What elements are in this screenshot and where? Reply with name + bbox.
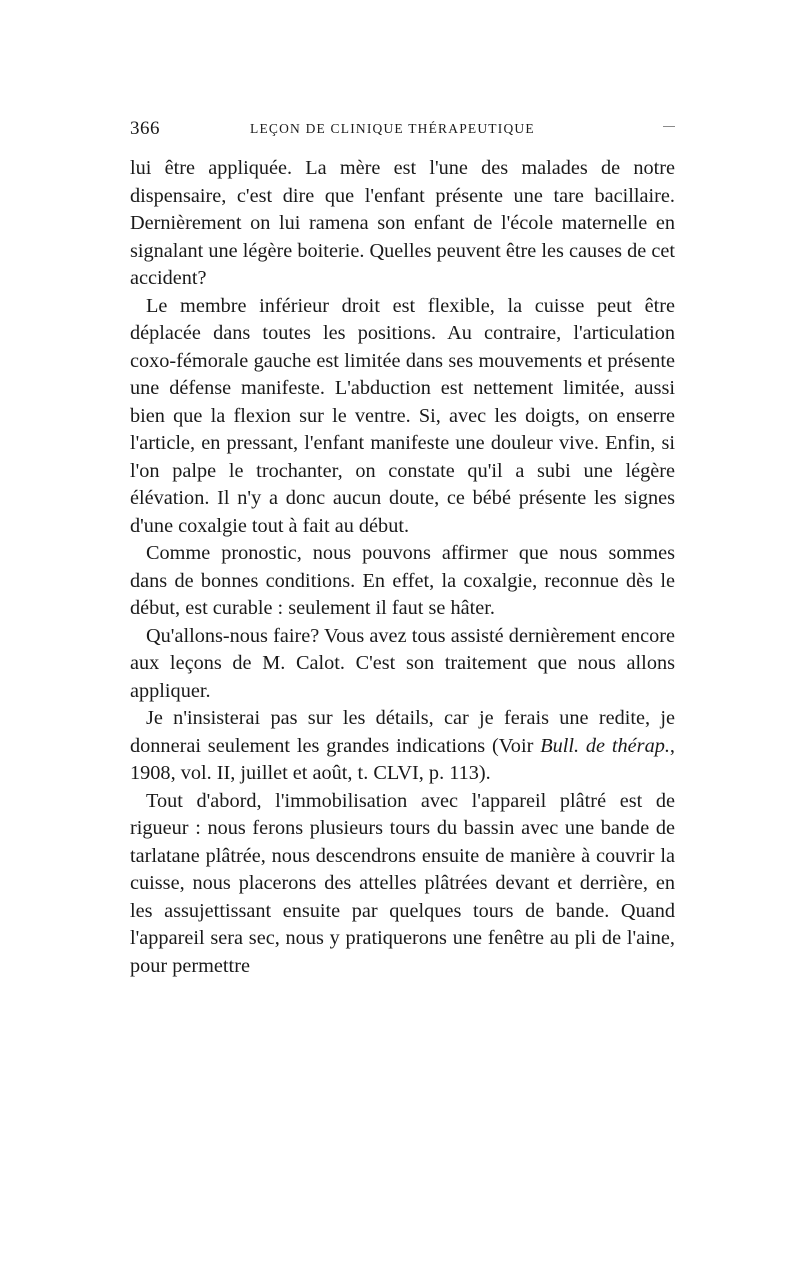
running-head: LEÇON DE CLINIQUE THÉRAPEUTIQUE [250, 121, 535, 136]
paragraph-4: Qu'allons-nous faire? Vous avez tous assisté dernièrement encore aux leçons de M. Calot. C'est son traitement que nous allons appliquer. [130, 624, 675, 702]
paragraph-5-text-a: Je n'insisterai pas sur les détails, car je ferais une redite, je donnerai seulement les grandes indications (Voir [130, 707, 675, 757]
paragraph-6: Tout d'abord, l'immobilisation avec l'appareil plâtré est de rigueur : nous ferons plusieurs tours du bassin avec une bande de tarlatane plâtrée, nous descendrons ensuite de manière à couvrir la cuisse, nous placerons des attelles plâtrées devant et derrière, en les assujettissant ensuite par quelques tours de bande. Quand l'appareil sera sec, nous y pratiquerons une fenêtre au pli de l'aine, pour permettre [130, 789, 675, 977]
header-mark [663, 126, 675, 127]
paragraph-5-text-b: , 1908, vol. II, juillet et août, t. CLVI, p. 113). [130, 734, 675, 784]
paragraph-3: Comme pronostic, nous pouvons affirmer que nous sommes dans de bonnes conditions. En effet, la coxalgie, reconnue dès le début, est curable : seulement il faut se hâter. [130, 542, 675, 619]
journal-citation: Bull. de thérap. [540, 734, 670, 757]
body-text [130, 155, 675, 980]
page-header [130, 118, 675, 148]
paragraph-1: lui être appliquée. La mère est l'une des malades de notre dispensaire, c'est dire que l'enfant présente une tare bacillaire. Dernièrement on lui ramena son enfant de l'école maternelle en signalant une légère boiterie. Quelles peuvent être les causes de cet accident? [130, 157, 675, 289]
page-number: 366 [130, 118, 160, 139]
paragraph-5 [130, 705, 675, 788]
paragraph-2: Le membre inférieur droit est flexible, la cuisse peut être déplacée dans toutes les positions. Au contraire, l'articulation coxo-fémorale gauche est limitée dans ses mouvements et présente une défense manifeste. L'abduction est nettement limitée, aussi bien que la flexion sur le ventre. Si, avec les doigts, on enserre l'article, en pressant, l'enfant manifeste une douleur vive. Enfin, si l'on palpe le trochanter, on constate qu'il a subi une légère élévation. Il n'y a donc aucun doute, ce bébé présente les signes d'une coxalgie tout à fait au début. [130, 294, 675, 537]
